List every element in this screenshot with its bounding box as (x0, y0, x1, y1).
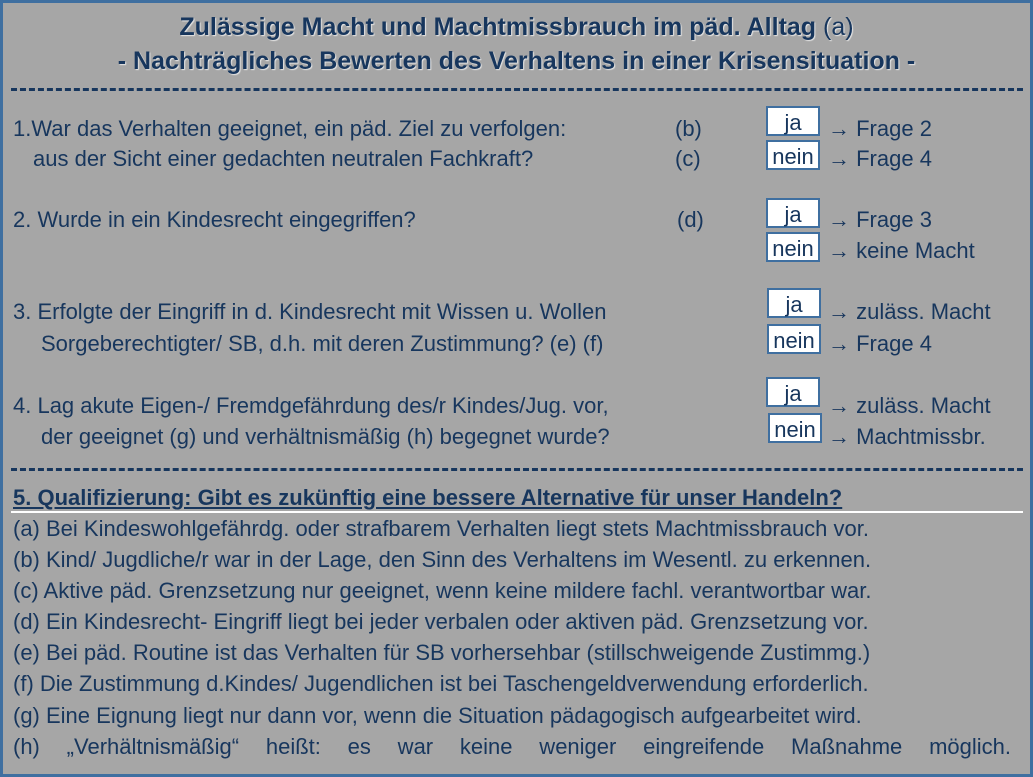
title-main: Zulässige Macht und Machtmissbrauch im päd. Alltag (179, 13, 817, 41)
question-3-line-2: Sorgeberechtigter/ SB, d.h. mit deren Zustimmung? (e) (f) (41, 331, 604, 356)
qualification-separator (11, 511, 1023, 513)
statement-c: (c) Aktive päd. Grenzsetzung nur geeignet, wenn keine mildere fachl. verantwortbar war. (13, 578, 872, 603)
question-1-line-2: aus der Sicht einer gedachten neutralen Fachkraft? (33, 146, 534, 171)
question-1-line-1: 1.War das Verhalten geeignet, ein päd. Ziel zu verfolgen: (13, 116, 567, 141)
question-3-yes-result: → zuläss. Macht (828, 299, 991, 324)
question-3-no-box: nein (767, 324, 821, 354)
statement-b: (b) Kind/ Jugdliche/r war in der Lage, den Sinn des Verhaltens im Wesentl. zu erkennen. (13, 547, 872, 572)
question-4-yes-box: ja (766, 377, 820, 407)
question-1-no-box: nein (766, 140, 820, 170)
question-3-yes-box: ja (767, 288, 821, 318)
statement-g: (g) Eine Eignung liegt nur dann vor, wenn die Situation pädagogisch aufgearbeitet wird. (13, 703, 862, 728)
question-1-ref-c: (c) (675, 146, 701, 171)
question-1-no-result: → Frage 4 (828, 146, 932, 171)
page-title (3, 12, 1030, 42)
statement-h: (h) „Verhältnismäßig“ heißt: es war keine weniger eingreifende Maßnahme möglich. (13, 734, 1011, 759)
question-4-yes-result: → zuläss. Macht (828, 393, 991, 418)
question-2-yes-box: ja (766, 198, 820, 228)
question-1-ref-b: (b) (675, 116, 702, 141)
question-1-yes-box: ja (766, 106, 820, 136)
title-tag: (a) (823, 13, 854, 41)
question-4-line-2: der geeignet (g) und verhältnismäßig (h) begegnet wurde? (41, 424, 610, 449)
question-3-no-result: → Frage 4 (828, 331, 932, 356)
page-subtitle: - Nachträgliches Bewerten des Verhaltens in einer Krisensituation - (117, 47, 916, 75)
question-4-line-1: 4. Lag akute Eigen-/ Fremdgefährdung des/r Kindes/Jug. vor, (13, 393, 609, 418)
question-2-no-result: → keine Macht (828, 238, 975, 263)
question-2-no-box: nein (766, 232, 820, 262)
statement-e: (e) Bei päd. Routine ist das Verhalten für SB vorhersehbar (stillschweigende Zustimmg.) (13, 640, 871, 665)
question-2-yes-result: → Frage 3 (828, 207, 932, 232)
question-4-no-result: → Machtmissbr. (828, 424, 986, 449)
bottom-divider (11, 468, 1023, 471)
question-2-ref-d: (d) (677, 207, 704, 232)
question-4-no-box: nein (768, 413, 822, 443)
statement-f: (f) Die Zustimmung d.Kindes/ Jugendlichen ist bei Taschengeldverwendung erforderlich. (13, 671, 869, 696)
question-2-line-1: 2. Wurde in ein Kindesrecht eingegriffen? (13, 207, 416, 232)
statement-a: (a) Bei Kindeswohlgefährdg. oder strafbarem Verhalten liegt stets Machtmissbrauch vor. (13, 516, 869, 541)
qualification-question: 5. Qualifizierung: Gibt es zukünftig eine bessere Alternative für unser Handeln? (13, 485, 843, 510)
top-divider (11, 88, 1023, 91)
statement-d: (d) Ein Kindesrecht- Eingriff liegt bei jeder verbalen oder aktiven päd. Grenzsetzung vor. (13, 609, 869, 634)
question-1-yes-result: → Frage 2 (828, 116, 932, 141)
question-3-line-1: 3. Erfolgte der Eingriff in d. Kindesrecht mit Wissen u. Wollen (13, 299, 607, 324)
